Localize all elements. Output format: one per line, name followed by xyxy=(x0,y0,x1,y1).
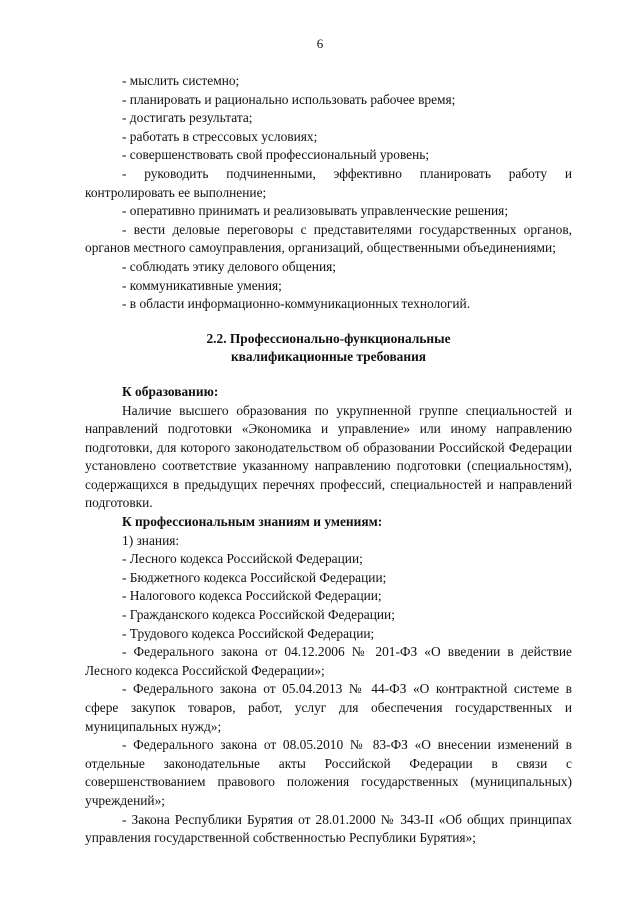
knowledge-heading: К профессиональным знаниям и умениям: xyxy=(122,514,383,530)
section-title-line: квалификационные требования xyxy=(230,349,427,365)
list-item: - мыслить системно; xyxy=(122,73,240,88)
list-item: - Трудового кодекса Российской Федерации; xyxy=(122,625,375,641)
list-item: - в области информационно-коммуникационных технологий. xyxy=(122,296,471,312)
list-item: - совершенствовать свой профессиональный уровень; xyxy=(122,147,430,163)
education-heading: К образованию: xyxy=(122,383,219,399)
list-item: - Лесного кодекса Российской Федерации; xyxy=(122,551,363,567)
list-item: - руководить подчиненными, эффективно планировать работу и контролировать ее выполнение; xyxy=(85,165,572,200)
document-body xyxy=(85,72,572,848)
list-item: - коммуникативные умения; xyxy=(122,277,282,293)
list-item: - Гражданского кодекса Российской Федерации; xyxy=(122,607,395,623)
list-item: - Налогового кодекса Российской Федерации; xyxy=(122,588,382,604)
list-item: - Федерального закона от 08.05.2010 № 83-ФЗ «О внесении изменений в отдельные законодательные акты Российской Федерации в связи с совершенствованием правового положения государственных (муниципальных) учреждений»; xyxy=(85,737,572,808)
knowledge-list xyxy=(85,550,572,848)
list-item: - Федерального закона от 05.04.2013 № 44-ФЗ «О контрактной системе в сфере закупок товаров, работ, услуг для обеспечения государственных и муниципальных нужд»; xyxy=(85,681,572,734)
knowledge-intro: 1) знания: xyxy=(122,532,180,548)
page-number: 6 xyxy=(316,36,324,51)
list-item: - планировать и рационально использовать рабочее время; xyxy=(122,91,456,107)
section-title-line: 2.2. Профессионально-функциональные xyxy=(206,330,451,346)
list-item: - Федерального закона от 04.12.2006 № 201-ФЗ «О введении в действие Лесного кодекса Российской Федерации»; xyxy=(85,644,572,678)
list-item: - достигать результата; xyxy=(122,110,253,126)
skills-list xyxy=(85,72,572,314)
list-item: - оперативно принимать и реализовывать управленческие решения; xyxy=(122,203,509,219)
list-item: - Бюджетного кодекса Российской Федерации; xyxy=(122,569,387,585)
list-item: - работать в стрессовых условиях; xyxy=(122,128,318,144)
section-title xyxy=(85,330,572,367)
list-item: - вести деловые переговоры с представителями государственных органов, органов местного самоуправления, организаций, общественными объединениями; xyxy=(85,221,572,256)
education-paragraph: Наличие высшего образования по укрупненной группе специальностей и направлений подготовки «Экономика и управление» или иному направлению подготовки, для которого законодательством об образовании Российской Федерации установлено соответствие указанному направлению подготовки (специальностям), содержащихся в предыдущих перечнях профессий, специальностей и направлений подготовки. xyxy=(85,402,572,511)
list-item: - соблюдать этику делового общения; xyxy=(122,258,337,274)
list-item: - Закона Республики Бурятия от 28.01.2000 № 343-II «Об общих принципах управления государственной собственностью Республики Бурятия»; xyxy=(85,811,572,846)
